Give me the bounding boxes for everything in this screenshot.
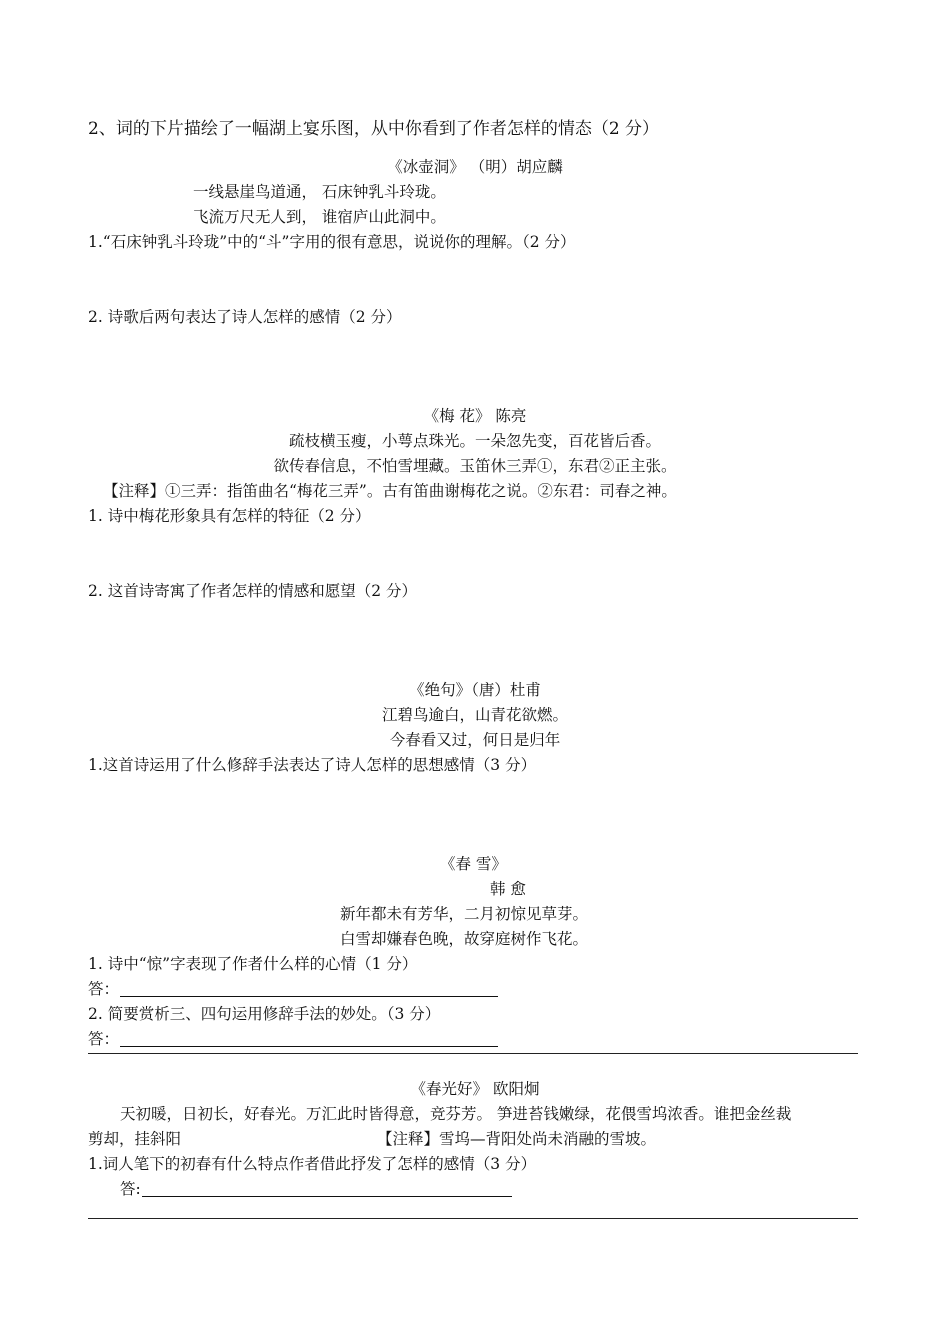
- poem4-answer1-label: 答：: [88, 980, 120, 998]
- poem4-author: 韩 愈: [490, 880, 526, 898]
- section-divider: [88, 1053, 858, 1054]
- poem4-answer2-label: 答：: [88, 1030, 120, 1048]
- poem5-answer1-label: 答:: [120, 1180, 141, 1198]
- poem5-note: 【注释】雪坞—背阳处尚未消融的雪坡。: [377, 1130, 657, 1148]
- poem2-question2: 2. 这首诗寄寓了作者怎样的情感和愿望（2 分）: [88, 582, 418, 600]
- poem2-title: 《梅 花》 陈亮: [423, 407, 527, 425]
- poem1-question1: 1.“石床钟乳斗玲珑”中的“斗”字用的很有意思，说说你的理解。（2 分）: [88, 233, 576, 251]
- poem2-line1: 疏枝横玉瘦，小萼点珠光。一朵忽先变，百花皆后香。: [288, 432, 661, 450]
- poem1-question2: 2. 诗歌后两句表达了诗人怎样的感情（2 分）: [88, 308, 402, 326]
- bottom-divider: [88, 1218, 858, 1219]
- poem4-question1: 1. 诗中“惊”字表现了作者什么样的心情（1 分）: [88, 955, 418, 973]
- poem4-title: 《春 雪》: [440, 855, 507, 873]
- poem1-title: 《冰壶洞》 （明）胡应麟: [387, 158, 563, 176]
- poem5-text-line2: 剪却，挂斜阳: [88, 1130, 182, 1148]
- poem4-line1: 新年都未有芳华，二月初惊见草芽。: [340, 905, 589, 923]
- poem4-question2: 2. 简要赏析三、四句运用修辞手法的妙处。（3 分）: [88, 1005, 441, 1023]
- poem3-line2: 今春看又过，何日是归年: [389, 731, 561, 749]
- poem5-title: 《春光好》 欧阳炯: [410, 1080, 540, 1098]
- poem5-question1: 1.词人笔下的初春有什么特点作者借此抒发了怎样的感情（3 分）: [88, 1155, 537, 1173]
- poem4-answer1-line[interactable]: [120, 996, 498, 997]
- poem2-note: 【注释】①三弄：指笛曲名“梅花三弄”。古有笛曲谢梅花之说。②东君：司春之神。: [103, 482, 677, 500]
- poem3-question1: 1.这首诗运用了什么修辞手法表达了诗人怎样的思想感情（3 分）: [88, 756, 537, 774]
- intro-question: 2、词的下片描绘了一幅湖上宴乐图，从中你看到了作者怎样的情态（2 分）: [88, 119, 660, 139]
- poem5-text-line1: 天初暖，日初长，好春光。万汇此时皆得意，竞芬芳。 笋进苔钱嫩绿，花偎雪坞浓香。谁把金丝裁: [120, 1105, 792, 1123]
- poem4-answer2-line[interactable]: [120, 1046, 498, 1047]
- poem3-title: 《绝句》（唐）杜甫: [409, 681, 541, 699]
- poem4-line2: 白雪却嫌春色晚，故穿庭树作飞花。: [340, 930, 589, 948]
- poem2-question1: 1. 诗中梅花形象具有怎样的特征（2 分）: [88, 507, 371, 525]
- poem1-line1: 一线悬崖鸟道通， 石床钟乳斗玲珑。: [193, 183, 446, 201]
- poem5-answer1-line[interactable]: [142, 1196, 512, 1197]
- poem1-line2: 飞流万尺无人到， 谁宿庐山此洞中。: [193, 208, 446, 226]
- poem2-line2: 欲传春信息，不怕雪埋藏。玉笛休三弄①，东君②正主张。: [273, 457, 677, 475]
- poem3-line1: 江碧鸟逾白，山青花欲燃。: [381, 706, 568, 724]
